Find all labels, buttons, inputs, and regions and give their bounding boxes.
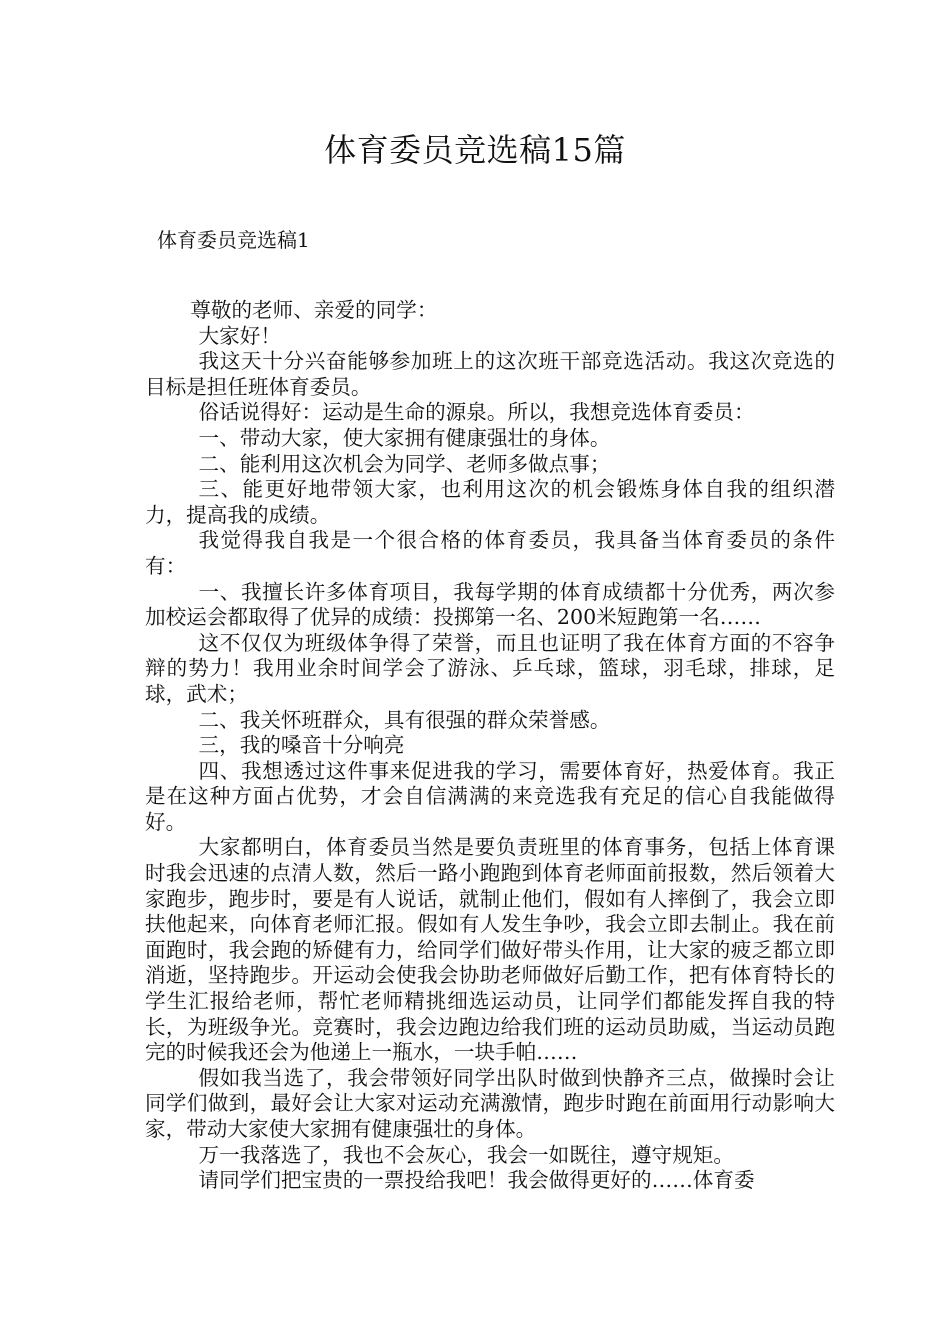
paragraph: 大家好！: [198, 323, 281, 348]
paragraph: 这不仅仅为班级体争得了荣誉，而且也证明了我在体育方面的不容争辩的势力！我用业余时间学会了游泳、乒乓球，篮球，羽毛球，排球，足球，武术；: [145, 630, 835, 706]
document-body: [145, 298, 835, 1194]
section-heading: 体育委员竞选稿1: [157, 228, 310, 252]
document-title: 体育委员竞选稿15篇: [324, 131, 626, 169]
paragraph: 我这天十分兴奋能够参加班上的这次班干部竞选活动。我这次竞选的目标是担任班体育委员。: [145, 349, 835, 399]
paragraph: 大家都明白，体育委员当然是要负责班里的体育事务，包括上体育课时我会迅速的点清人数，然后一路小跑跑到体育老师面前报数，然后领着大家跑步，跑步时，要是有人说话，就制止他们，假如有人摔倒了，我会立即扶他起来，向体育老师汇报。假如有人发生争吵，我会立即去制止。我在前面跑时，我会跑的矫健有力，给同学们做好带头作用，让大家的疲乏都立即消逝，坚持跑步。开运动会使我会协助老师做好后勤工作，把有体育特长的学生汇报给老师，帮忙老师精挑细选运动员，让同学们都能发挥自我的特长，为班级争光。竞赛时，我会边跑边给我们班的运动员助威，当运动员跑完的时候我还会为他递上一瓶水，一块手帕……: [145, 835, 835, 1065]
paragraph: 我觉得我自我是一个很合格的体育委员，我具备当体育委员的条件有：: [145, 528, 835, 578]
paragraph: 万一我落选了，我也不会灰心，我会一如既往，遵守规矩。: [198, 1142, 734, 1167]
paragraph: 四、我想透过这件事来促进我的学习，需要体育好，热爱体育。我正是在这种方面占优势，才会自信满满的来竞选我有充足的信心自我能做得好。: [145, 758, 835, 834]
paragraph: 二、能利用这次机会为同学、老师多做点事；: [198, 451, 611, 476]
salutation: 尊敬的老师、亲爱的同学：: [190, 298, 438, 322]
paragraph: 三，我的嗓音十分响亮: [198, 733, 405, 758]
paragraph: 三、能更好地带领大家，也利用这次的机会锻炼身体自我的组织潜力，提高我的成绩。: [145, 477, 835, 527]
paragraph: 一、我擅长许多体育项目，我每学期的体育成绩都十分优秀，两次参加校运会都取得了优异的成绩：投掷第一名、200米短跑第一名……: [145, 579, 835, 630]
paragraph: 假如我当选了，我会带领好同学出队时做到快静齐三点，做操时会让同学们做到，最好会让大家对运动充满激情，跑步时跑在前面用行动影响大家，带动大家使大家拥有健康强壮的身体。: [145, 1065, 835, 1141]
paragraph: 俗话说得好：运动是生命的源泉。所以，我想竞选体育委员：: [198, 400, 755, 425]
paragraph: 请同学们把宝贵的一票投给我吧！我会做得更好的……体育委: [198, 1168, 755, 1193]
paragraph: 二、我关怀班群众，具有很强的群众荣誉感。: [198, 707, 611, 732]
paragraph: 一、带动大家，使大家拥有健康强壮的身体。: [198, 425, 611, 450]
